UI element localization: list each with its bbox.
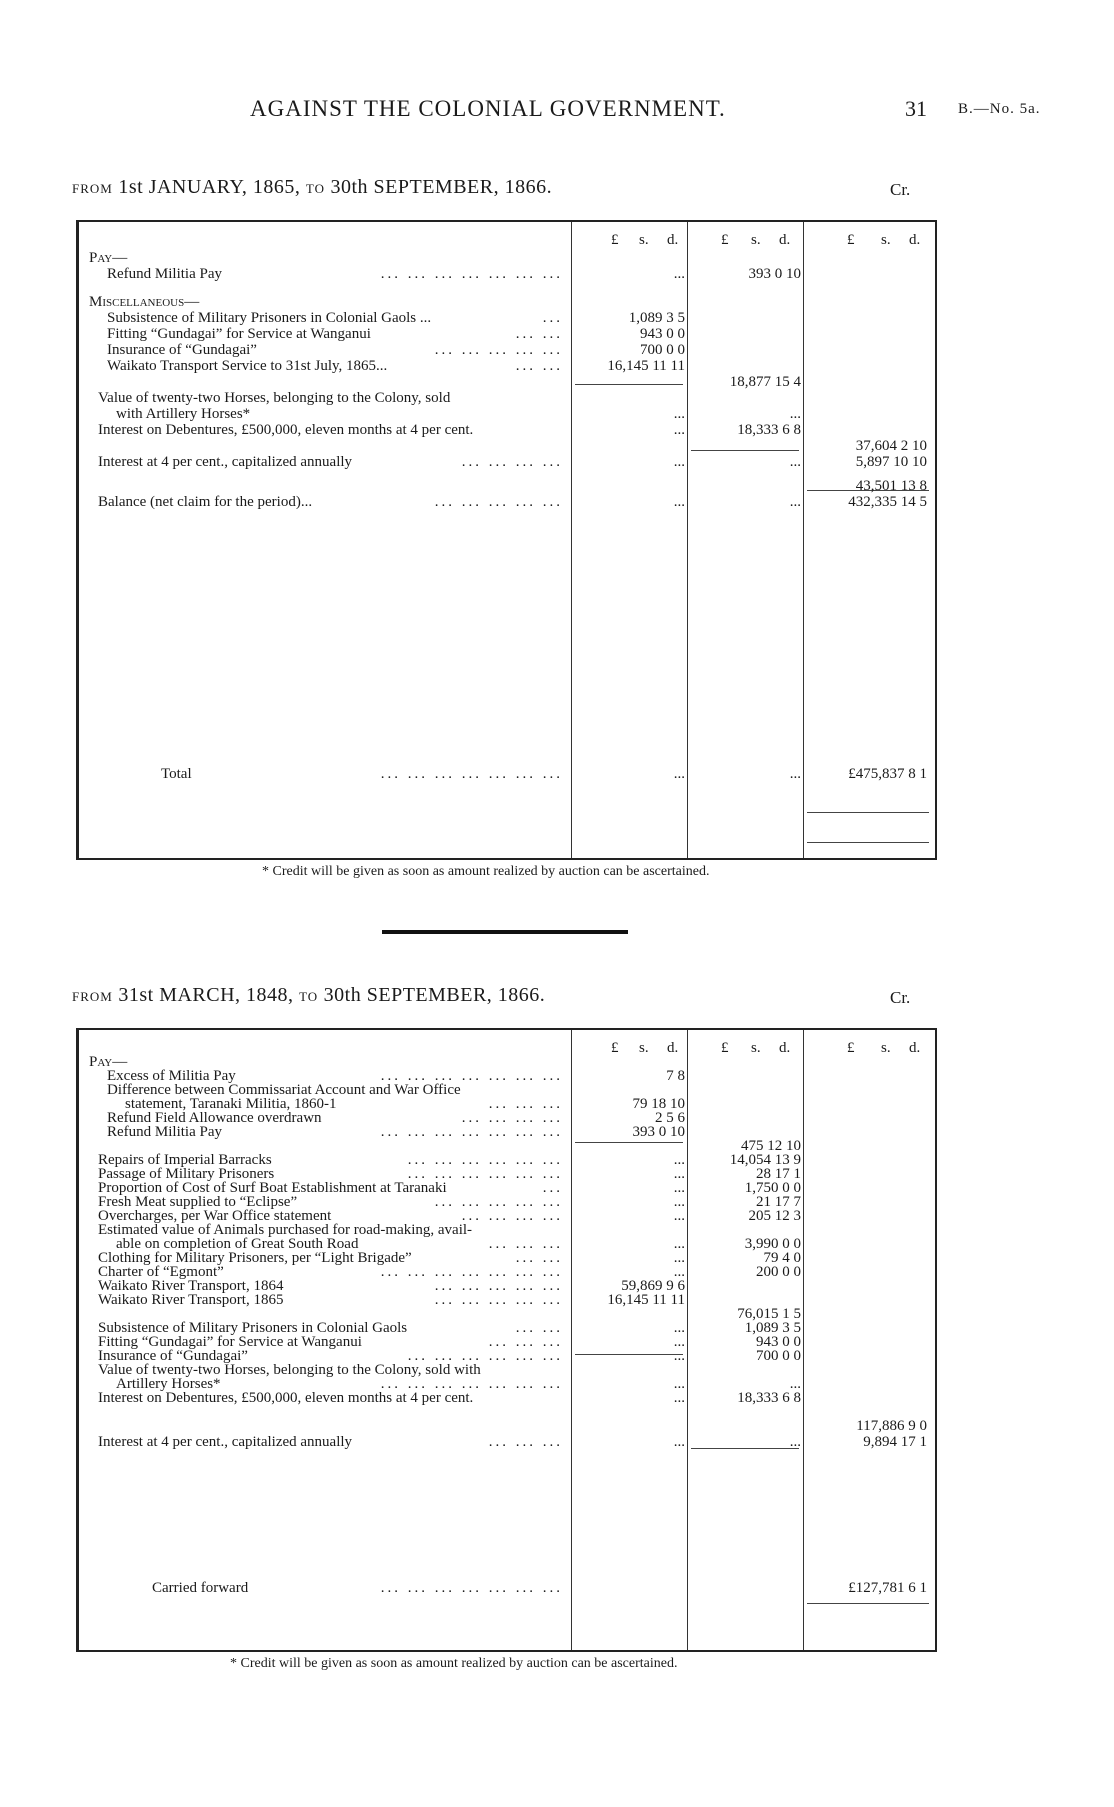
title-to: TO — [305, 181, 325, 196]
amount-c2: 79 4 0 — [763, 1250, 801, 1266]
table-row — [79, 326, 935, 342]
amount-c1: ... — [673, 454, 685, 470]
leader-dots: ... ... ... — [488, 1434, 563, 1450]
amount-c2: 1,750 0 0 — [744, 1180, 801, 1196]
leader-dots: ... ... ... ... ... ... ... — [380, 266, 563, 282]
row-description: Fitting “Gundagai” for Service at Wanganui — [98, 1334, 362, 1350]
col2-shilling-header: s. — [751, 232, 761, 248]
col1-shilling-header: s. — [639, 1040, 649, 1056]
table-row — [79, 358, 935, 374]
amount-c3: 43,501 13 8 — [855, 478, 927, 494]
amount-c2: ... — [789, 766, 801, 782]
leader-dots: ... ... ... ... ... — [434, 494, 563, 510]
amount-c2: ... — [789, 1376, 801, 1392]
amount-c1: ... — [673, 1208, 685, 1224]
leader-dots: ... ... ... — [488, 1236, 563, 1252]
row-description: Subsistence of Military Prisoners in Colonial Gaols ... — [107, 310, 432, 326]
amount-c2: ... — [789, 406, 801, 422]
leader-dots: ... — [542, 310, 563, 326]
amount-c2: 700 0 0 — [756, 1348, 801, 1364]
leader-dots: ... ... ... ... ... — [434, 342, 563, 358]
section1-side-label: Cr. — [890, 180, 911, 199]
leader-dots: ... ... ... ... ... — [434, 1292, 563, 1308]
row-description: Clothing for Military Prisoners, per “Light Brigade” — [98, 1250, 412, 1266]
table-row — [79, 1418, 935, 1434]
amount-c1: 1,089 3 5 — [628, 310, 685, 326]
row-description: Passage of Military Prisoners — [98, 1166, 275, 1182]
row-description: with Artillery Horses* — [116, 406, 251, 422]
table-row — [79, 250, 935, 266]
row-description: Artillery Horses* — [116, 1376, 221, 1392]
row-description: Pay— — [89, 250, 128, 266]
amount-c3: £475,837 8 1 — [848, 766, 927, 782]
row-description: Pay— — [89, 1054, 128, 1070]
amount-c2: 28 17 1 — [756, 1166, 801, 1182]
col2-pound-header: £ — [721, 1040, 729, 1056]
amount-c3: 9,894 17 1 — [863, 1434, 927, 1450]
table-row — [79, 342, 935, 358]
amount-c1: ... — [673, 1434, 685, 1450]
row-description: Waikato River Transport, 1864 — [98, 1278, 284, 1294]
amount-c1: ... — [673, 406, 685, 422]
table-row — [79, 1390, 935, 1406]
table-row — [79, 1580, 935, 1596]
leader-dots: ... ... ... ... ... — [434, 1278, 563, 1294]
amount-c1: ... — [673, 1194, 685, 1210]
row-description: Charter of “Egmont” — [98, 1264, 224, 1280]
leader-dots: ... ... ... ... — [461, 1208, 563, 1224]
table-row — [79, 454, 935, 470]
title-date-end: 30th SEPTEMBER, 1866. — [330, 176, 553, 198]
row-description: Value of twenty-two Horses, belonging to the Colony, sold — [98, 390, 451, 406]
section-divider — [382, 930, 628, 934]
row-description: Interest at 4 per cent., capitalized annually — [98, 454, 353, 470]
col3-pence-header: d. — [909, 232, 921, 248]
amount-c1: ... — [673, 1166, 685, 1182]
row-description: Refund Militia Pay — [107, 1124, 222, 1140]
leader-dots: ... ... ... ... — [461, 1110, 563, 1126]
leader-dots: ... ... — [515, 326, 563, 342]
row-description: Repairs of Imperial Barracks — [98, 1152, 272, 1168]
leader-dots: ... ... ... — [488, 1096, 563, 1112]
amount-c2: 3,990 0 0 — [744, 1236, 801, 1252]
row-description: able on completion of Great South Road — [116, 1236, 359, 1252]
row-description: Refund Field Allowance overdrawn — [107, 1110, 322, 1126]
table-row — [79, 494, 935, 510]
amount-c1: ... — [673, 766, 685, 782]
amount-c1: ... — [673, 1250, 685, 1266]
amount-c1: 7 8 — [666, 1068, 685, 1084]
amount-c1: ... — [673, 422, 685, 438]
leader-dots: ... ... ... ... ... ... ... — [380, 1124, 563, 1140]
row-description: Interest at 4 per cent., capitalized annually — [98, 1434, 353, 1450]
amount-c1: ... — [673, 1376, 685, 1392]
row-description: Overcharges, per War Office statement — [98, 1208, 332, 1224]
title-from: FROM — [72, 989, 113, 1004]
row-description: Balance (net claim for the period)... — [98, 494, 313, 510]
table-row — [79, 294, 935, 310]
amount-c1: ... — [673, 1152, 685, 1168]
amount-c2: 18,333 6 8 — [737, 1390, 801, 1406]
amount-c3: 432,335 14 5 — [848, 494, 927, 510]
row-description: Fitting “Gundagai” for Service at Wanganui — [107, 326, 371, 342]
title-date-start: 1st JANUARY, 1865, — [118, 176, 301, 198]
amount-c3: 117,886 9 0 — [856, 1418, 927, 1434]
col3-shilling-header: s. — [881, 1040, 891, 1056]
amount-c2: 393 0 10 — [748, 266, 801, 282]
table-row — [79, 390, 935, 406]
section1-title — [72, 176, 552, 199]
row-description: Value of twenty-two Horses, belonging to the Colony, sold with — [98, 1362, 481, 1378]
amount-c2: 21 17 7 — [756, 1194, 801, 1210]
amount-c2: 14,054 13 9 — [729, 1152, 801, 1168]
leader-dots: ... ... — [515, 358, 563, 374]
amount-c2: 18,877 15 4 — [729, 374, 801, 390]
amount-c1: 79 18 10 — [632, 1096, 685, 1112]
amount-c2: ... — [789, 1434, 801, 1450]
document-reference: B.—No. 5a. — [958, 101, 1041, 117]
amount-c1: 393 0 10 — [632, 1124, 685, 1140]
col1-pence-header: d. — [667, 1040, 679, 1056]
leader-dots: ... ... ... ... ... ... — [407, 1348, 563, 1364]
row-description: Insurance of “Gundagai” — [98, 1348, 248, 1364]
col1-pound-header: £ — [611, 1040, 619, 1056]
amount-c1: ... — [673, 494, 685, 510]
amount-c2: 76,015 1 5 — [737, 1306, 801, 1322]
leader-dots: ... ... ... ... ... ... ... — [380, 766, 563, 782]
amount-c2: 18,333 6 8 — [737, 422, 801, 438]
amount-c2: 1,089 3 5 — [744, 1320, 801, 1336]
table-row — [79, 422, 935, 438]
amount-c3: 37,604 2 10 — [855, 438, 927, 454]
col1-shilling-header: s. — [639, 232, 649, 248]
row-description: Estimated value of Animals purchased for road-making, avail- — [98, 1222, 473, 1238]
row-description: Total — [161, 766, 192, 782]
col1-pence-header: d. — [667, 232, 679, 248]
amount-c1: ... — [673, 1180, 685, 1196]
table-row — [79, 1434, 935, 1450]
page-number: 31 — [905, 96, 927, 121]
col2-shilling-header: s. — [751, 1040, 761, 1056]
title-date-start: 31st MARCH, 1848, — [118, 984, 294, 1006]
amount-c1: 2 5 6 — [655, 1110, 685, 1126]
amount-c1: 943 0 0 — [640, 326, 685, 342]
amount-c2: 200 0 0 — [756, 1264, 801, 1280]
col2-pound-header: £ — [721, 232, 729, 248]
row-description: Interest on Debentures, £500,000, eleven months at 4 per cent. — [98, 1390, 474, 1406]
row-description: Carried forward — [152, 1580, 249, 1596]
table-row — [79, 478, 935, 494]
page-title: AGAINST THE COLONIAL GOVERNMENT. — [250, 96, 726, 121]
table-row — [79, 766, 935, 782]
row-description: Waikato Transport Service to 31st July, 1865... — [107, 358, 388, 374]
table-row — [79, 406, 935, 422]
amount-c2: ... — [789, 454, 801, 470]
leader-dots: ... ... ... ... ... ... — [407, 1152, 563, 1168]
title-to: TO — [299, 989, 319, 1004]
amount-c1: ... — [673, 1236, 685, 1252]
section1-footnote: * Credit will be given as soon as amount realized by auction can be ascertained. — [262, 864, 710, 879]
section1-table — [76, 220, 937, 860]
amount-c1: 700 0 0 — [640, 342, 685, 358]
leader-dots: ... ... ... ... ... ... ... — [380, 1068, 563, 1084]
leader-dots: ... — [542, 1180, 563, 1196]
leader-dots: ... ... ... ... — [461, 454, 563, 470]
table-row — [79, 374, 935, 390]
amount-c2: 943 0 0 — [756, 1334, 801, 1350]
row-description: Refund Militia Pay — [107, 266, 222, 282]
row-description: Insurance of “Gundagai” — [107, 342, 257, 358]
leader-dots: ... ... ... ... ... ... ... — [380, 1376, 563, 1392]
col3-pound-header: £ — [847, 1040, 855, 1056]
row-description: Waikato River Transport, 1865 — [98, 1292, 284, 1308]
section2-title — [72, 984, 545, 1007]
row-description: statement, Taranaki Militia, 1860-1 — [125, 1096, 337, 1112]
amount-c1: 59,869 9 6 — [621, 1278, 685, 1294]
table-row — [79, 438, 935, 454]
amount-c2: 205 12 3 — [748, 1208, 801, 1224]
amount-c1: ... — [673, 1348, 685, 1364]
section2-footnote: * Credit will be given as soon as amount realized by auction can be ascertained. — [230, 1656, 678, 1671]
leader-dots: ... ... ... ... ... ... — [407, 1166, 563, 1182]
amount-c1: 16,145 11 11 — [607, 358, 685, 374]
row-description: Difference between Commissariat Account and War Office — [107, 1082, 461, 1098]
amount-c3: £127,781 6 1 — [848, 1580, 927, 1596]
amount-c1: ... — [673, 1390, 685, 1406]
section2-side-label: Cr. — [890, 988, 911, 1007]
col3-shilling-header: s. — [881, 232, 891, 248]
row-description: Interest on Debentures, £500,000, eleven months at 4 per cent. — [98, 422, 474, 438]
section2-table — [76, 1028, 937, 1652]
col2-pence-header: d. — [779, 1040, 791, 1056]
col3-pence-header: d. — [909, 1040, 921, 1056]
amount-c1: ... — [673, 1320, 685, 1336]
row-description: Subsistence of Military Prisoners in Colonial Gaols — [98, 1320, 408, 1336]
col3-pound-header: £ — [847, 232, 855, 248]
col1-pound-header: £ — [611, 232, 619, 248]
row-description: Excess of Militia Pay — [107, 1068, 236, 1084]
amount-c3: 5,897 10 10 — [855, 454, 927, 470]
leader-dots: ... ... — [515, 1320, 563, 1336]
table-row — [79, 266, 935, 282]
leader-dots: ... ... ... ... ... — [434, 1194, 563, 1210]
leader-dots: ... ... ... ... ... ... ... — [380, 1580, 563, 1596]
amount-c2: 475 12 10 — [741, 1138, 801, 1154]
leader-dots: ... ... ... ... ... ... ... — [380, 1264, 563, 1280]
title-date-end: 30th SEPTEMBER, 1866. — [323, 984, 546, 1006]
row-description: Miscellaneous— — [89, 294, 200, 310]
leader-dots: ... ... ... — [488, 1334, 563, 1350]
col2-pence-header: d. — [779, 232, 791, 248]
amount-c2: ... — [789, 494, 801, 510]
leader-dots: ... ... — [515, 1250, 563, 1266]
table-row — [79, 310, 935, 326]
amount-c1: ... — [673, 1264, 685, 1280]
amount-c1: ... — [673, 266, 685, 282]
amount-c1: ... — [673, 1334, 685, 1350]
row-description: Proportion of Cost of Surf Boat Establishment at Taranaki — [98, 1180, 447, 1196]
row-description: Fresh Meat supplied to “Eclipse” — [98, 1194, 298, 1210]
amount-c1: 16,145 11 11 — [607, 1292, 685, 1308]
title-from: FROM — [72, 181, 113, 196]
